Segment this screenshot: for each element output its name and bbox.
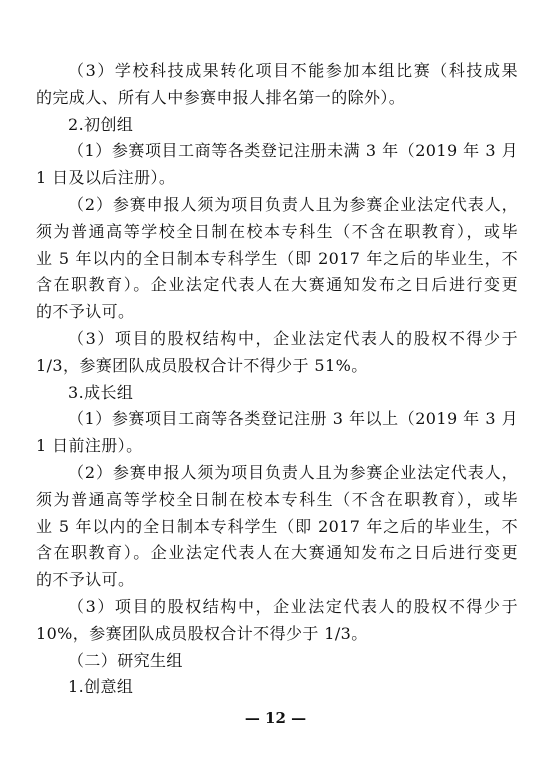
page-number: — 12 — <box>244 709 307 727</box>
paragraph-line: （2）参赛申报人须为项目负责人且为参赛企业法定代表人， <box>68 194 518 214</box>
paragraph-line: （2）参赛申报人须为项目负责人且为参赛企业法定代表人， <box>68 462 518 482</box>
paragraph-line: 1/3，参赛团队成员股权合计不得少于 51%。 <box>36 355 368 375</box>
paragraph-line: 含在职教育）。企业法定代表人在大赛通知发布之日后进行变更 <box>36 275 518 295</box>
paragraph-line: 的不予认可。 <box>36 302 135 322</box>
paragraph-line: 须为普通高等学校全日制在校本专科生（不含在职教育），或毕 <box>36 221 518 241</box>
paragraph-line: 1 日及以后注册）。 <box>36 168 176 188</box>
paragraph-line: 业 5 年以内的全日制本专科学生（即 2017 年之后的毕业生，不 <box>36 516 518 536</box>
paragraph-line: （1）参赛项目工商等各类登记注册未满 3 年（2019 年 3 月 <box>68 141 518 161</box>
section-heading: 1.创意组 <box>68 677 134 697</box>
paragraph-line: （3）学校科技成果转化项目不能参加本组比赛（科技成果 <box>68 61 518 80</box>
section-heading: 3.成长组 <box>68 382 134 402</box>
paragraph-line: （1）参赛项目工商等各类登记注册 3 年以上（2019 年 3 月 <box>68 409 518 429</box>
paragraph-line: 业 5 年以内的全日制本专科学生（即 2017 年之后的毕业生，不 <box>36 248 518 268</box>
paragraph-line: 含在职教育）。企业法定代表人在大赛通知发布之日后进行变更 <box>36 543 518 563</box>
section-heading: （二）研究生组 <box>68 650 183 670</box>
paragraph-line: 的完成人、所有人中参赛申报人排名第一的除外）。 <box>36 87 406 107</box>
paragraph-line: 1 日前注册）。 <box>36 436 143 456</box>
paragraph-line: （3）项目的股权结构中，企业法定代表人的股权不得少于 <box>68 328 518 348</box>
paragraph-line: 须为普通高等学校全日制在校本专科生（不含在职教育），或毕 <box>36 489 518 509</box>
paragraph-line: 的不予认可。 <box>36 570 135 590</box>
section-heading: 2.初创组 <box>68 114 134 134</box>
paragraph-line: 10%，参赛团队成员股权合计不得少于 1/3。 <box>36 623 368 643</box>
paragraph-line: （3）项目的股权结构中，企业法定代表人的股权不得少于 <box>68 596 518 616</box>
document-body <box>36 58 518 701</box>
